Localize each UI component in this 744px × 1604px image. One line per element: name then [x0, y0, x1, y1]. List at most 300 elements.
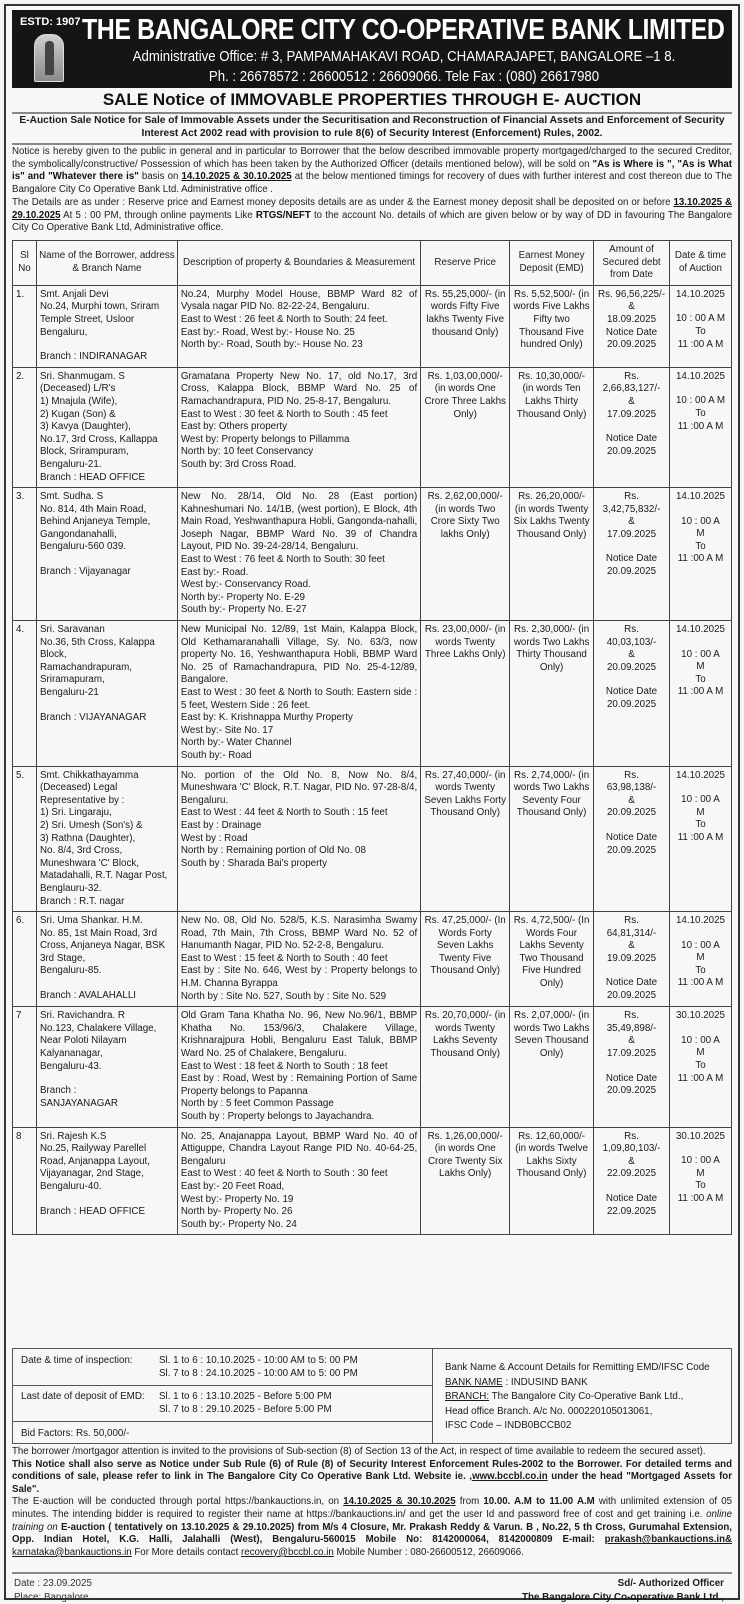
debt-line: 35,49,898/-	[606, 1022, 657, 1034]
table-row	[13, 367, 732, 487]
reserve-price: Rs. 1,03,00,000/- (in words One Crore Three Lakhs Only)	[421, 367, 510, 487]
notice-text: The Details are as under : Reserve price and Earnest money deposits details are as under & the Earnest money deposit shall be deposited on or before	[12, 196, 674, 208]
inspection-slot-2: Sl. 7 to 8 : 24.10.2025 - 10:00 AM to 5: 00 PM	[159, 1368, 358, 1379]
auction-line	[673, 637, 728, 649]
description-line: South by:- Road	[180, 749, 252, 761]
notice-text: Notice is hereby given to the public in general and in particular to Borrower that the below described immovable property mortgaged/charged to the secured Creditor, the symbolically/constructive/ Possession of which has been taken by the Authorized Officer (details mentioned below), will be sold on	[12, 146, 732, 170]
rule-text: This Notice shall also serve as Notice under Sub Rule (6) of Rule (8) of Security Interest Enforcement Rules-2002 to the Borrower. For detailed terms and conditions of sale, please refer to link in The Bangalore City Co Operative Bank Ltd. Website ie. ,	[12, 1458, 732, 1483]
debt-line: &	[628, 649, 635, 661]
borrower-cell	[36, 766, 177, 912]
sl-number: 1.	[13, 285, 37, 367]
description-line: No. portion of the Old No. 8, Now No. 8/4, Muneshwara 'C' Block, R.T. Nagar, PID No. 97-28-8/4, Bengaluru.	[180, 769, 418, 806]
col-header-description: Description of property & Boundaries & Measurement	[177, 241, 420, 286]
borrower-line: No.24, Murphi town, Sriram Temple Street, Usloor	[39, 301, 160, 325]
sl-number: 6.	[13, 912, 37, 1007]
email-link-prakash[interactable]: prakash@bankauctions.in&	[604, 1534, 732, 1546]
notice-place: Place: Bangalore	[14, 1592, 89, 1603]
col-header-debt: Amount of Secured debt from Date	[594, 241, 670, 286]
eauction-time: 10.00. A.M to 11.00 A.M	[483, 1496, 595, 1508]
emd-deadline-2: Sl. 7 to 8 : 29.10.2025 - Before 5:00 PM	[159, 1404, 332, 1415]
emd-amount: Rs. 12,60,000/- (in words Twelve Lakhs Sixty Thousand Only)	[510, 1127, 594, 1235]
debt-line: 40,03,103/-	[606, 636, 657, 648]
notice-para-1	[12, 146, 732, 197]
branch-line	[445, 1390, 731, 1405]
description-cell	[177, 488, 420, 621]
auction-line: M	[696, 661, 705, 673]
auction-line: 10 : 00 A	[681, 515, 720, 527]
table-row	[13, 621, 732, 767]
divider	[13, 1421, 433, 1422]
auction-line: 11 :00 A M	[677, 1072, 724, 1084]
debt-line: 18.09.2025	[606, 313, 657, 325]
borrower-line: 3) Kavya (Daughter),	[39, 421, 131, 433]
auction-datetime-cell	[669, 766, 731, 912]
description-line: East by: K. Krishnappa Murthy Property	[180, 712, 353, 724]
debt-line: Notice Date	[605, 831, 658, 843]
description-line: North by : 5 feet Common Passage	[180, 1098, 334, 1110]
contact-text: Mobile Number : 080-26600512, 26609066.	[333, 1546, 524, 1558]
borrower-line	[40, 978, 174, 990]
description-cell	[177, 912, 420, 1007]
auction-line: 14.10.2025	[675, 769, 726, 781]
debt-line: 20.09.2025	[606, 1085, 657, 1097]
description-cell	[177, 766, 420, 912]
auction-line: 11 :00 A M	[677, 553, 724, 565]
auction-line	[673, 383, 728, 395]
debt-line: Rs.	[624, 370, 639, 382]
description-line: North by : Site No. 527, South by : Site No. 529	[180, 990, 387, 1002]
debt-line: &	[628, 395, 635, 407]
debt-line: Notice Date	[605, 1072, 658, 1084]
auction-line: To	[695, 407, 706, 419]
auction-line: To	[695, 673, 706, 685]
debt-line: 20.09.2025	[606, 445, 657, 457]
notice-paragraph	[12, 146, 732, 235]
bank-website-link[interactable]: www.bccbl.co.in	[472, 1471, 548, 1483]
auction-datetime-cell	[669, 1007, 731, 1127]
borrower-line: Branch : AVALAHALLI	[39, 990, 136, 1002]
payment-mode: RTGS/NEFT	[255, 209, 311, 221]
inspection-bank-details-box	[12, 1348, 732, 1444]
notice-text: at the below mentioned timings for recovery of dues with further interest and cost thereon due to The Bangalore City Co Operative Bank Ltd. Administrative office .	[12, 171, 733, 196]
description-cell	[177, 621, 420, 767]
description-line: Gramatana Property New No. 17, old No.17, 3rd Cross, Kalappa Block, BBMP Ward No. 25 of Ramachandrapura, PID No. 25-8-17, Bengaluru.	[180, 370, 418, 407]
debt-line: 3,42,75,832/-	[602, 503, 661, 515]
description-line: South by: 3rd Cross Road.	[180, 458, 297, 470]
col-header-borrower: Name of the Borrower, address & Branch Name	[36, 241, 177, 286]
footer-terms	[12, 1446, 732, 1559]
description-line: North by: 10 feet Conservancy	[180, 446, 314, 458]
auction-line: To	[695, 964, 706, 976]
debt-line	[597, 541, 666, 553]
borrower-line: (Deceased) L/R's	[39, 383, 116, 395]
debt-line: Notice Date	[605, 1192, 658, 1204]
secured-debt-cell	[594, 1127, 670, 1235]
borrower-line: No. 85, 1st Main Road, 3rd Cross, Anjaneya Nagar, BSK 3rd Stage,	[39, 927, 166, 964]
sale-notice-title: SALE Notice of IMMOVABLE PROPERTIES THROUGH E- AUCTION	[102, 90, 642, 109]
debt-line: 20.09.2025	[606, 844, 657, 856]
borrower-line: Branch : HEAD OFFICE	[39, 471, 146, 483]
description-line: New Municipal No. 12/89, 1st Main, Kalappa Block, Old Kethamaranahalli Village, Sy. No. 63/3, now property No. 16, Yeshwanthapura Hobli, BBMP Ward No. 25 of Ramachandrapura, PID No. 25-4-12/89, Bangalore.	[180, 624, 418, 686]
description-line: East to West : 30 feet & North to South: Eastern side : 5 feet, Western Side : 26 feet.	[180, 687, 418, 711]
description-line: South by:- Property No. 24	[180, 1218, 297, 1230]
borrower-line: SANJAYANAGAR	[39, 1097, 118, 1109]
borrower-line: No. 814, 4th Main Road, Behind Anjaneya Temple, Gangondanahalli,	[39, 503, 151, 540]
description-line: East by:- 20 Feet Road,	[180, 1180, 285, 1192]
debt-line	[597, 1181, 666, 1193]
description-line: West by:- Property No. 19	[180, 1193, 294, 1205]
auction-line: 14.10.2025	[675, 370, 726, 382]
emd-amount: Rs. 2,30,000/- (in words Two Lakhs Thirty Thousand Only)	[510, 621, 594, 767]
debt-line: 20.09.2025	[606, 699, 657, 710]
borrower-cell	[36, 367, 177, 487]
auction-line: M	[696, 1047, 705, 1059]
borrower-line: No.25, Railyway Parellel Road, Anjanappa Layout, Vijayanagar, 2nd Stage,	[39, 1143, 151, 1180]
contact-text: For More details contact	[131, 1546, 241, 1558]
borrower-line: Sri. Uma Shankar. H.M.	[39, 915, 143, 927]
debt-line: &	[628, 940, 635, 952]
auction-line: 10 : 00 A	[681, 939, 720, 951]
divider	[13, 1385, 433, 1386]
auction-line: 11 :00 A M	[677, 977, 724, 989]
auction-line: 14.10.2025	[675, 624, 726, 636]
notice-text: to the account No. details of which are given below or by way of DD in favouring The Bangalore City Co Operative Bank Ltd, Administrative office.	[12, 209, 732, 234]
auction-line: 10 : 00 A	[681, 794, 720, 806]
description-line: East by:- Road, West by:- House No. 25	[180, 326, 355, 338]
auction-line	[673, 301, 728, 313]
auction-line: 10 : 00 A	[681, 1155, 720, 1167]
bank-heading: Bank Name & Account Details for Remitting EMD/IFSC Code	[445, 1362, 710, 1373]
debt-line	[597, 965, 666, 977]
borrower-line	[40, 339, 174, 351]
borrower-line: Bengaluru-21	[39, 687, 99, 698]
debt-line: 20.09.2025	[606, 339, 657, 351]
auction-line: M	[696, 806, 705, 818]
emd-amount: Rs. 26,20,000/- (in words Twenty Six Lakhs Twenty Thousand Only)	[510, 488, 594, 621]
auction-line: To	[695, 1180, 706, 1192]
table-row	[13, 1127, 732, 1235]
reserve-price: Rs. 27,40,000/- (in words Twenty Seven Lakhs Forty Thousand Only)	[421, 766, 510, 912]
description-line: North by:- Water Channel	[180, 737, 292, 749]
description-line: East by: Others property	[180, 421, 287, 433]
reserve-price: Rs. 23,00,000/- (in words Twenty Three Lakhs Only)	[421, 621, 510, 767]
borrower-line: Sriramapuram,	[39, 674, 105, 686]
borrower-line: 1) Sri. Lingaraju,	[39, 807, 112, 819]
debt-line: Rs.	[624, 1130, 639, 1142]
bank-account-details	[445, 1361, 731, 1434]
debt-line: &	[628, 301, 635, 313]
emd-amount: Rs. 2,07,000/- (in words Two Lakhs Seven Thousand Only)	[510, 1007, 594, 1127]
col-header-auction: Date & time of Auction	[669, 241, 731, 286]
inspection-label: Date & time of inspection:	[21, 1355, 133, 1366]
emd-deadline-dates: 13.10.2025 & 29.10.2025	[12, 196, 732, 221]
sl-number: 3.	[13, 488, 37, 621]
ifsc-code: IFSC Code – INDB0BCCB02	[445, 1420, 572, 1431]
bank-name-line	[445, 1376, 731, 1391]
borrower-line: Sri. Ravichandra. R	[39, 1010, 125, 1022]
description-line: East by:- Road.	[180, 566, 249, 578]
col-header-sl: Sl No	[13, 241, 37, 286]
sl-number: 8	[13, 1127, 37, 1235]
description-cell	[177, 367, 420, 487]
eauction-text: with unlimited extension of 05 minutes. The intending bidder is required to register their name at https://bankauctions.in/ and get the user Id and password free of cost and get training i.e.	[12, 1496, 732, 1520]
debt-line: Rs.	[624, 915, 639, 927]
phone-numbers: Ph. : 26678572 : 26600512 : 26609066. Tele Fax : (080) 26617980	[208, 68, 600, 85]
auction-line	[673, 1143, 728, 1155]
description-line: Old Gram Tana Khatha No. 96, New No.96/1, BBMP Khatha No. 153/96/3, Chalakere Village, Krishnarajpura Hobli, Bengaluru East Taluk, BBMP Ward No. 25 of Chalakere, Bengaluru.	[180, 1010, 418, 1060]
branch-label: BRANCH:	[445, 1391, 490, 1402]
debt-line: 20.09.2025	[606, 990, 657, 1002]
emd-deadline-row	[13, 1387, 433, 1421]
debt-line: Rs.	[624, 1010, 639, 1022]
auction-line: 10 : 00 A	[681, 1034, 720, 1046]
auction-line: 11 :00 A M	[677, 1192, 724, 1204]
bank-name-label: BANK NAME	[445, 1376, 503, 1388]
borrower-line: Sri. Shanmugam. S	[39, 370, 125, 382]
debt-line: &	[628, 1035, 635, 1047]
emd-amount: Rs. 4,72,500/- (In Words Four Lakhs Seventy Two Thousand Five Hundred Only)	[510, 912, 594, 1007]
auction-line	[673, 1023, 728, 1035]
auction-line: To	[695, 540, 706, 552]
borrower-line: Smt. Chikkathayamma (Deceased) Legal Representative by :	[39, 769, 139, 806]
debt-line: Notice Date	[605, 326, 658, 338]
notice-date: Date : 23.09.2025	[14, 1578, 92, 1589]
debt-line: 22.09.2025	[606, 1168, 657, 1180]
emd-amount: Rs. 2,74,000/- (in words Two Lakhs Seventy Four Thousand Only)	[510, 766, 594, 912]
description-line: East to West : 18 feet & North to South : 18 feet	[180, 1060, 388, 1072]
debt-line: Notice Date	[605, 977, 658, 989]
auction-line: To	[695, 819, 706, 831]
auction-dates: 14.10.2025 & 30.10.2025	[181, 171, 292, 183]
notice-text: basis on	[138, 171, 182, 183]
secured-debt-cell	[594, 1007, 670, 1127]
debt-line: Notice Date	[605, 686, 658, 698]
description-line: New No. 28/14, Old No. 28 (East portion) Kahneshumari No. 14/1B, (west portion), E Block, 4th Main Road, Yeshwanthapura Hobli, Gangonda-nahalli, Joseph Nagar, BBMP Ward No. 39 of Chandra Layout, PID No. 39-24-28/14, Bengaluru.	[180, 491, 418, 553]
debt-line: 17.09.2025	[606, 1048, 657, 1060]
debt-line: Rs.	[624, 491, 639, 503]
debt-line: Rs.	[624, 769, 639, 781]
deity-emblem-icon	[34, 34, 64, 82]
reserve-price: Rs. 20,70,000/- (in words Twenty Lakhs Seventy Thousand Only)	[421, 1007, 510, 1127]
auction-line: 11 :00 A M	[677, 420, 724, 432]
debt-line: 20.09.2025	[606, 807, 657, 819]
auction-line	[673, 782, 728, 794]
established-year: ESTD: 1907	[20, 16, 81, 28]
debt-line: Notice Date	[605, 553, 658, 565]
auction-line: 30.10.2025	[675, 1010, 726, 1022]
emd-amount: Rs. 10,30,000/- (in words Ten Lakhs Thirty Thousand Only)	[510, 367, 594, 487]
auction-line: 11 :00 A M	[677, 831, 724, 843]
rule-text: under the head "Mortgaged Assets for Sale".	[12, 1471, 732, 1495]
description-line: West by:- Site No. 17	[180, 724, 274, 736]
borrower-line: Sri. Rajesh K.S	[39, 1130, 107, 1142]
table-row	[13, 488, 732, 621]
borrower-cell	[36, 1127, 177, 1235]
notice-text: At 5 : 00 PM, through online payments Like	[60, 209, 256, 221]
auction-line: 14.10.2025	[675, 915, 726, 927]
borrower-line: No.36, 5th Cross, Kalappa Block,	[39, 636, 155, 661]
description-line: North by:- Property No. E-29	[180, 591, 305, 603]
reserve-price: Rs. 2,62,00,000/- (in words Two Crore Sixty Two lakhs Only)	[421, 488, 510, 621]
auction-line	[673, 928, 728, 940]
borrower-line: Ramachandrapuram,	[39, 661, 132, 673]
description-cell	[177, 1007, 420, 1127]
debt-line: Rs. 96,56,225/-	[598, 288, 665, 300]
debt-line: 17.09.2025	[606, 528, 657, 540]
borrower-line: 2) Kugan (Son) &	[39, 408, 116, 420]
debt-line	[597, 1061, 666, 1073]
debt-line	[597, 820, 666, 832]
description-cell	[177, 1127, 420, 1235]
debt-line: &	[628, 794, 635, 806]
email-link-recovery[interactable]: recovery@bccbl.co.in	[241, 1546, 334, 1558]
auction-datetime-cell	[669, 621, 731, 767]
table-row	[13, 1007, 732, 1127]
secured-debt-cell	[594, 621, 670, 767]
debt-line: 17.09.2025	[606, 408, 657, 420]
eauction-dates: 14.10.2025 & 30.10.2025	[343, 1496, 456, 1508]
sl-number: 4.	[13, 621, 37, 767]
auction-line: 10 : 00 A M	[675, 313, 725, 325]
email-link-karnataka[interactable]: karnataka@bankauctions.in	[12, 1546, 132, 1558]
auction-line: 11 :00 A M	[677, 686, 724, 698]
emd-amount: Rs. 5,52,500/- (in words Five Lakhs Fifty two Thousand Five hundred Only)	[510, 285, 594, 367]
divider	[12, 1572, 732, 1574]
reserve-price: Rs. 1,26,00,000/- (in words One Crore Twenty Six Lakhs Only)	[421, 1127, 510, 1235]
borrower-cell	[36, 1007, 177, 1127]
borrower-line: No.123, Chalakere Village, Near Poloti Nilayam Kalyananagar,	[39, 1022, 157, 1060]
debt-line: &	[628, 516, 635, 528]
description-line: South by : Property belongs to Jayachandra.	[180, 1111, 375, 1122]
borrower-line	[40, 700, 174, 712]
reserve-price: Rs. 55,25,000/- (in words Fifty Five lakhs Twenty Five thousand Only)	[421, 285, 510, 367]
description-line: West by : Road	[180, 832, 248, 844]
description-line: East to West : 76 feet & North to South: 30 feet	[180, 554, 385, 566]
bank-name: THE BANGALORE CITY CO-OPERATIVE BANK LIMITED	[82, 14, 725, 46]
description-line: New No. 08, Old No. 528/5, K.S. Narasimha Swamy Road, 7th Main, 7th Cross, BBMP Ward No. 52 of Hanumanth Nagar, PID No. 52-2-8, Bengaluru.	[180, 915, 418, 952]
account-number: Head office Branch. A/c No. 000220105013061,	[445, 1405, 653, 1417]
auction-line: 11 :00 A M	[677, 338, 724, 350]
debt-line	[597, 674, 666, 686]
divider	[12, 143, 732, 145]
emd-deadline-1: Sl. 1 to 6 : 13.10.2025 - Before 5:00 PM	[159, 1391, 332, 1402]
secured-debt-cell	[594, 766, 670, 912]
sl-number: 2.	[13, 367, 37, 487]
bank-name-value: : INDUSIND BANK	[502, 1376, 588, 1388]
borrower-cell	[36, 621, 177, 767]
notice-para-2	[12, 197, 732, 235]
debt-line: 20.09.2025	[606, 661, 657, 673]
inspection-slot-1: Sl. 1 to 6 : 10.10.2025 - 10:00 AM to 5: 00 PM	[159, 1355, 358, 1366]
description-line: No.24, Murphy Model House, BBMP Ward 82 of Vysala nagar PID No. 82-22-24, Bengaluru.	[180, 288, 418, 313]
eauction-text: from	[455, 1496, 484, 1508]
reserve-price: Rs. 47,25,000/- (In Words Forty Seven Lakhs Twenty Five Thousand Only)	[421, 912, 510, 1007]
description-line: North by : Remaining portion of Old No. 08	[180, 845, 366, 857]
eauction-text: online training on	[12, 1508, 732, 1533]
auction-line: To	[695, 325, 706, 337]
description-line: East by : Drainage	[180, 819, 262, 831]
auction-datetime-cell	[669, 285, 731, 367]
debt-line: 20.09.2025	[606, 566, 657, 578]
description-line: West by: Property belongs to Pillamma	[180, 433, 350, 445]
borrower-line: Bengaluru-21.	[39, 458, 102, 470]
debt-line: Rs.	[624, 624, 639, 636]
training-contact: E-auction ( tentatively on 13.10.2025 & 29.10.2025) from M/s 4 Closure, Mr. Prakash Reddy & Varun. B , No.22, 5 th Cross, Gurumahal Extension, Opp. Indian Hotel, K.G. Halli, Jalahalli (West), Bengaluru-560015 Mobile No: 8142000064, 8142000809 E-mail:	[12, 1521, 732, 1546]
borrower-line: 1) Mnajula (Wife),	[39, 395, 118, 407]
borrower-line: Branch :	[39, 1085, 77, 1097]
debt-line: 64,81,314/-	[606, 927, 657, 939]
description-line: South by:- Property No. E-27	[180, 604, 307, 616]
description-line: North by:- Road, South by:- House No. 23	[180, 339, 363, 351]
debt-line: 2,66,83,127/-	[602, 383, 661, 395]
secured-debt-cell	[594, 488, 670, 621]
borrower-line: Sri. Saravanan	[39, 624, 105, 636]
debt-line: 63,98,138/-	[606, 782, 657, 794]
borrower-cell	[36, 285, 177, 367]
auction-line: 14.10.2025	[675, 288, 726, 300]
auction-datetime-cell	[669, 488, 731, 621]
auction-datetime-cell	[669, 912, 731, 1007]
description-line: East to West : 15 feet & North to South : 40 feet	[180, 952, 388, 964]
auction-line: 14.10.2025	[675, 491, 726, 503]
secured-debt-cell	[594, 285, 670, 367]
table-row	[13, 912, 732, 1007]
borrower-line: Branch : VIJAYANAGAR	[39, 711, 147, 723]
table-row	[13, 766, 732, 912]
eauction-details	[12, 1496, 732, 1559]
description-line: East by : Site No. 646, West by : Property belongs to H.M. Channa Byrappa	[180, 965, 418, 990]
properties-table	[12, 240, 732, 1235]
redeem-notice: The borrower /mortgagor attention is invited to the provisions of Sub-section (8) of Section 13 of the Act, in respect of time available to redeem the secured asset).	[12, 1446, 706, 1457]
borrower-line	[40, 554, 174, 566]
description-line: No. 25, Anajanappa Layout, BBMP Ward No. 40 of Attiguppe, Chandra Layout Range PID No. 40-64-25, Bengaluru	[180, 1130, 418, 1167]
borrower-line: Branch : HEAD OFFICE	[39, 1205, 146, 1217]
eauction-text: The E-auction will be conducted through portal https://bankauctions.in, on	[12, 1496, 344, 1508]
rule-notice	[12, 1459, 732, 1497]
borrower-line: Branch : INDIRANAGAR	[39, 351, 148, 363]
borrower-line	[40, 1073, 174, 1085]
auction-line: 30.10.2025	[675, 1130, 726, 1142]
inspection-row	[13, 1351, 433, 1385]
bank-masthead	[12, 10, 732, 88]
borrower-line: Bengaluru-43.	[39, 1060, 102, 1072]
borrower-line: 2) Sri. Umesh (Son's) &	[39, 819, 143, 831]
description-line: East to West : 30 feet & North to South : 45 feet	[180, 408, 388, 420]
admin-office-address: Administrative Office: # 3, PAMPAMAHAKAVI ROAD, CHAMARAJAPET, BANGALORE –1 8.	[132, 48, 676, 65]
borrower-line: Branch : Vijayanagar	[39, 566, 131, 578]
borrower-line: Branch : R.T. nagar	[39, 895, 125, 907]
table-row	[13, 285, 732, 367]
borrower-cell	[36, 488, 177, 621]
description-line: East to West : 40 feet & North to South : 30 feet	[180, 1168, 388, 1180]
auction-line: To	[695, 1060, 706, 1072]
description-line: East to West : 44 feet & North to South : 15 feet	[180, 807, 388, 819]
borrower-line: No.17, 3rd Cross, Kallappa Block, Srirampuram,	[39, 433, 158, 458]
borrower-line: Bengaluru-560 039.	[39, 541, 127, 553]
borrower-line: Bengaluru,	[39, 326, 88, 338]
borrower-line: 3) Rathna (Daughter),	[39, 832, 136, 844]
act-subtitle: E-Auction Sale Notice for Sale of Immovable Assets under the Securitisation and Reconstruction of Financial Assets and Enforcement of Security Interest Act 2002 read with provision to rule 8(6) of Security Interest (Enforcement) Rules, 2002.	[19, 115, 725, 139]
bid-factors: Bid Factors: Rs. 50,000/-	[21, 1428, 130, 1439]
description-line: West by:- Conservancy Road.	[180, 579, 311, 591]
auction-datetime-cell	[669, 1127, 731, 1235]
debt-line: 1,09,80,103/-	[602, 1143, 661, 1155]
auction-datetime-cell	[669, 367, 731, 487]
debt-line: 22.09.2025	[606, 1205, 657, 1217]
signatory-title: Sd/- Authorized Officer	[617, 1578, 724, 1589]
borrower-line: Bengaluru-40.	[39, 1180, 102, 1192]
sl-number: 5.	[13, 766, 37, 912]
